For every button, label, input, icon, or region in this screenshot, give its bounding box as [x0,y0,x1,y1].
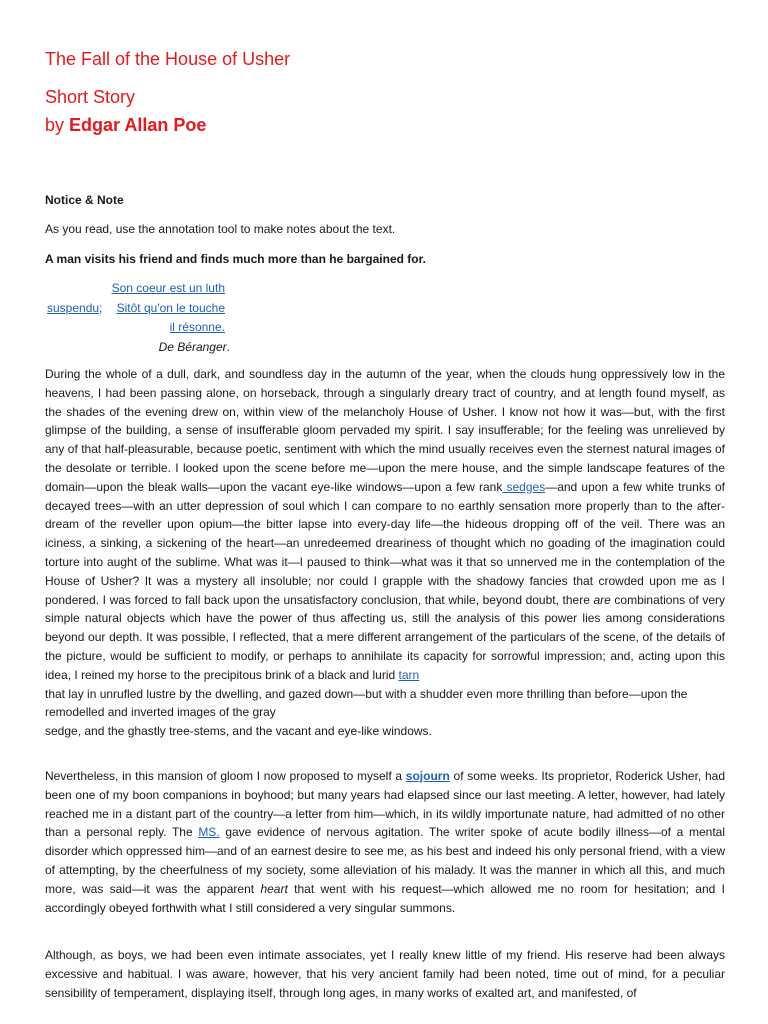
paragraph-2-emphasis-heart: heart [260,881,288,896]
epigraph-line-1 [45,279,232,299]
paragraph-1 [45,365,725,741]
story-title: The Fall of the House of Usher [45,49,291,69]
paragraph-2-text-c: gave evidence of nervous agitation. The writer spoke of acute bodily illness—of a mental disorder which oppressed him—and of an earnest desire to see me, as his best and indeed his only personal friend, with a view of attempting, by the cheerfulness of my society, some alleviation of his malady. It was the manner in which all this, and much more, was said—it was the apparent [45,825,725,896]
epigraph-link-suspendu[interactable]: suspendu; [47,300,103,315]
author-name: Edgar Allan Poe [69,115,207,135]
byline [45,114,206,136]
paragraph-2-text-d: that went with his request—which allowed me no room for hesitation; and I accordingly obeyed forthwith what I still considered a very singular summons. [45,881,725,915]
epigraph [45,279,232,357]
paragraph-2-text-b: of some weeks. Its proprietor, Roderick Usher, had been one of my boon companions in boyhood; but many years had elapsed since our last meeting. A letter, however, had lately reached me in a distant part of the country—a letter from him—which, in its wildly importunate nature, had admitted of no other than a personal reply. The [45,769,725,840]
genre-subtitle: Short Story [45,87,136,107]
vocab-link-sedges[interactable]: sedges [502,479,546,494]
vocab-link-tarn[interactable]: tarn [398,667,420,682]
annotation-instruction: As you read, use the annotation tool to make notes about the text. [45,222,396,236]
paragraph-1-text-e: sedge, and the ghastly tree-stems, and the vacant and eye-like windows. [45,724,432,739]
epigraph-link-line-2[interactable]: Sitôt qu'on le touche [116,300,225,315]
vocab-link-ms[interactable]: MS. [198,825,220,840]
epigraph-link-line-1[interactable]: Son coeur est un luth [111,281,225,295]
paragraph-3: Although, as boys, we had been even intimate associates, yet I really knew little of my friend. His reserve had been always excessive and habitual. I was aware, however, that his very ancient family had been noted, time out of mind, for a peculiar sensibility of temperament, displaying itself, through long ages, in many works of exalted art, and manifested, of [45,948,725,1000]
paragraph-2 [45,767,725,917]
paragraph-1-text-d: that lay in unrufled lustre by the dwelling, and gazed down—but with a shudder even more thrilling than before—upon the remodelled and inverted images of the gray [45,686,688,720]
epigraph-line-2 [45,299,232,319]
story-lede: A man visits his friend and finds much more than he bargained for. [45,252,426,266]
notice-note-heading: Notice & Note [45,193,124,207]
paragraph-1-text-b: —and upon a few white trunks of decayed trees—with an utter depression of soul which I can compare to no earthly sensation more properly than to the after-dream of the reveller upon opium—the bitter lapse into every-day life—the hideous dropping off of the veil. There was an iciness, a sinking, a sickening of the heart—an unredeemed dreariness of thought which no goading of the imagination could torture into aught of the sublime. What was it—I paused to think—what was it that so unnerved me in the contemplation of the House of Usher? It was a mystery all insoluble; nor could I grapple with the shadowy fancies that crowded upon me as I pondered. I was forced to fall back upon the unsatisfactory conclusion, that while, beyond doubt, there [45,479,726,607]
epigraph-attribution [45,338,232,358]
paragraph-1-emphasis-are: are [593,592,611,607]
paragraph-1-text-c: combinations of very simple natural objects which have the power of thus affecting us, still the analysis of this power lies among considerations beyond our depth. It was possible, I reflected, that a mere different arrangement of the particulars of the scene, of the details of the picture, would be sufficient to modify, or perhaps to annihilate its capacity for sorrowful impression; and, acting upon this idea, I reined my horse to the precipitous brink of a black and lurid [45,592,725,682]
epigraph-link-line-3[interactable]: il résonne. [169,320,225,334]
vocab-link-sojourn[interactable]: sojourn [405,769,450,783]
epigraph-attribution-name: De Béranger [158,339,227,354]
paragraph-2-text-a: Nevertheless, in this mansion of gloom I now proposed to myself a [45,769,406,783]
paragraph-1-text-a: During the whole of a dull, dark, and soundless day in the autumn of the year, when the clouds hung oppressively low in the heavens, I had been passing alone, on horseback, through a singularly dreary tract of country, and at length found myself, as the shades of the evening drew on, within view of the melancholy House of Usher. I know not how it was—but, with the first glimpse of the building, a sense of insufferable gloom pervaded my spirit. I say insufferable; for the feeling was unrelieved by any of that half-pleasurable, because poetic, sentiment with which the mind usually receives even the sternest natural images of the desolate or terrible. I looked upon the scene before me—upon the mere house, and the simple landscape features of the domain—upon the bleak walls—upon the vacant eye-like windows—upon a few rank [45,367,725,494]
epigraph-attribution-period: . [226,339,230,354]
epigraph-line-3 [45,318,232,338]
byline-prefix: by [45,115,70,135]
